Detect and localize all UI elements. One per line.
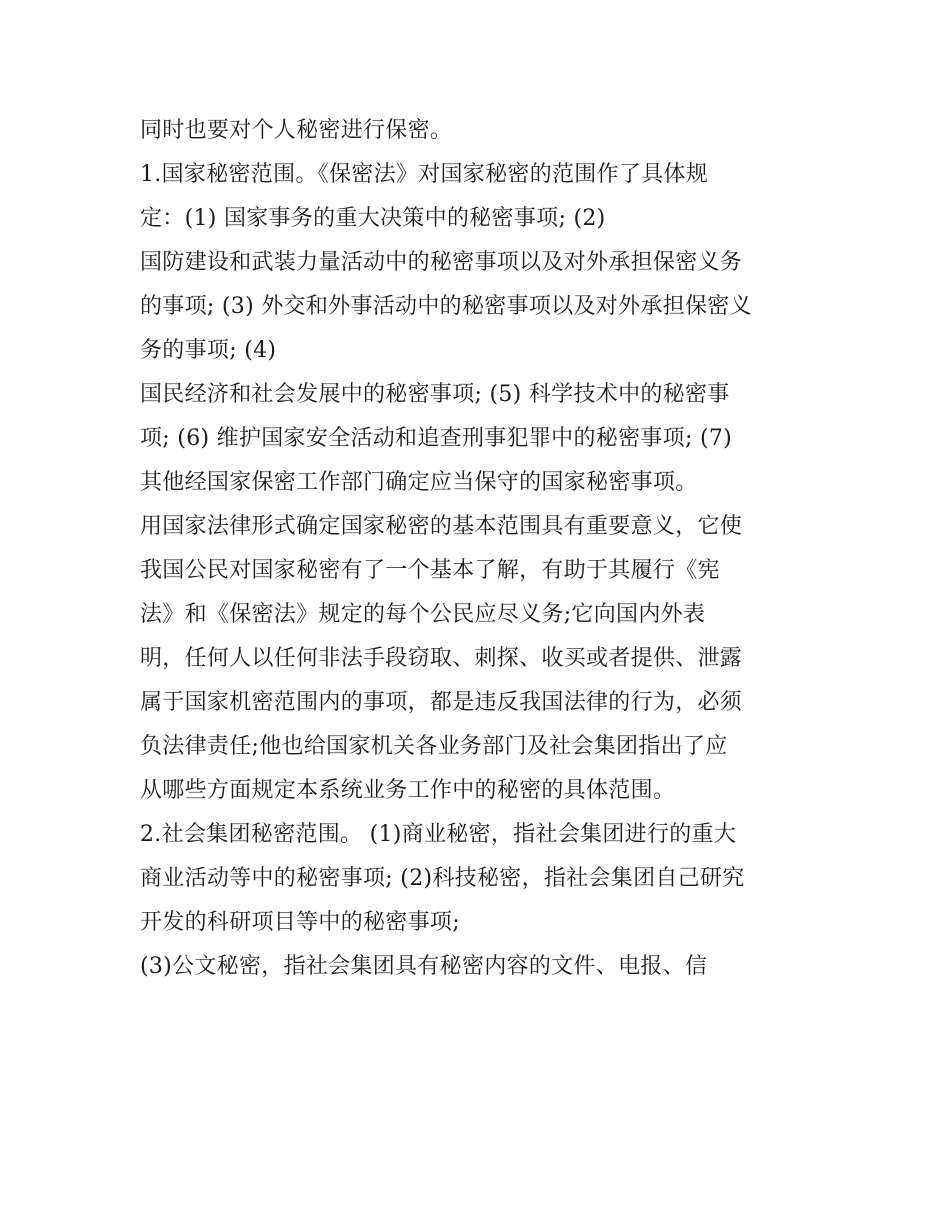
text-line: 其他经国家保密工作部门确定应当保守的国家秘密事项。 xyxy=(140,470,698,495)
text-line: 1.国家秘密范围。《保密法》对国家秘密的范围作了具体规 xyxy=(140,162,709,187)
text-line: 从哪些方面规定本系统业务工作中的秘密的具体范围。 xyxy=(140,778,676,803)
text-line: 明，任何人以任何非法手段窃取、刺探、收买或者提供、泄露 xyxy=(140,646,743,671)
text-line: 项; (6) 维护国家安全活动和追查刑事犯罪中的秘密事项; (7) xyxy=(140,426,733,451)
text-line: 属于国家机密范围内的事项，都是违反我国法律的行为，必须 xyxy=(140,690,743,715)
text-line: 国民经济和社会发展中的秘密事项; (5) 科学技术中的秘密事 xyxy=(140,382,730,407)
text-line: 法》和《保密法》规定的每个公民应尽义务;它向国内外表 xyxy=(140,602,706,627)
text-line: 定：(1) 国家事务的重大决策中的秘密事项; (2) xyxy=(140,206,606,231)
text-line: 务的事项; (4) xyxy=(140,338,277,363)
text-line: 商业活动等中的秘密事项; (2)科技秘密，指社会集团自己研究 xyxy=(140,866,745,891)
text-line: (3)公文秘密，指社会集团具有秘密内容的文件、电报、信 xyxy=(140,954,708,979)
text-line: 2.社会集团秘密范围。 (1)商业秘密，指社会集团进行的重大 xyxy=(140,822,737,847)
text-line: 我国公民对国家秘密有了一个基本了解，有助于其履行《宪 xyxy=(140,558,720,583)
text-line: 用国家法律形式确定国家秘密的基本范围具有重要意义，它使 xyxy=(140,514,743,539)
document-body xyxy=(140,109,820,989)
text-line: 的事项; (3) 外交和外事活动中的秘密事项以及对外承担保密义 xyxy=(140,294,752,319)
text-line: 负法律责任;他也给国家机关各业务部门及社会集团指出了应 xyxy=(140,734,728,759)
text-line: 开发的科研项目等中的秘密事项; xyxy=(140,910,460,935)
text-line: 同时也要对个人秘密进行保密。 xyxy=(140,118,453,143)
text-line: 国防建设和武装力量活动中的秘密事项以及对外承担保密义务 xyxy=(140,250,743,275)
